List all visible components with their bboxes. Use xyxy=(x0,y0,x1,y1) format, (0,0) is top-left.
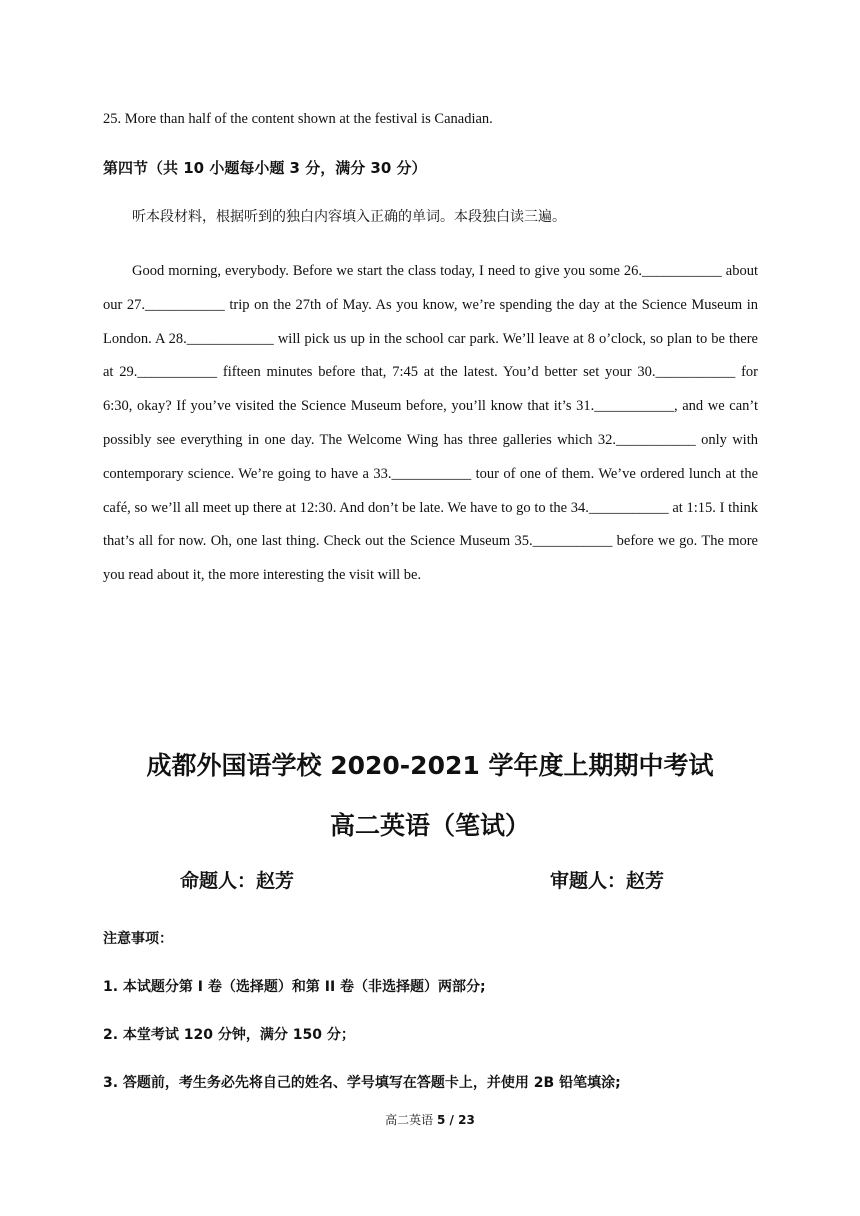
note-item: 1. 本试题分第 I 卷（选择题）和第 II 卷（非选择题）两部分; xyxy=(103,979,486,995)
exam-subtitle: 高二英语（笔试） xyxy=(329,811,530,840)
notes-heading: 注意事项： xyxy=(103,931,173,947)
listening-passage: Good morning, everybody. Before we start the class today, I need to give you some 26.___________ about our 27.___________ trip on the 27th of May. As you know, we’re spending the day at the Science Museum in London. A 28.____________ will pick us up in the school car park. We’ll leave at 8 o’clock, so plan to be there at 29.___________ fifteen minutes before that, 7:45 at the latest. You’d better set your 30.___________ for 6:30, okay? If you’ve visited the Science Museum before, you’ll know that it’s 31.___________, and we can’t possibly see everything in one day. The Welcome Wing has three galleries which 32.___________ only with contemporary science. We’re going to have a 33.___________ tour of one of them. We’ve ordered lunch at the café, so we’ll all meet up there at 12:30. And don’t be late. We have to go to the 34.___________ at 1:15. I think that’s all for now. Oh, one last thing. Check out the Science Museum 35.___________ before we go. The more you read about it, the more interesting the visit will be. xyxy=(103,263,758,584)
page-footer xyxy=(0,1111,860,1128)
question-setter: 命题人：赵芳 xyxy=(180,870,295,892)
question-reviewer: 审题人：赵芳 xyxy=(550,870,665,892)
note-item: 3. 答题前，考生务必先将自己的姓名、学号填写在答题卡上，并使用 2B 铅笔填涂; xyxy=(103,1075,621,1091)
section-instruction: 听本段材料，根据听到的独白内容填入正确的单词。本段独白读三遍。 xyxy=(132,210,566,225)
exam-title: 成都外国语学校 2020-2021 学年度上期期中考试 xyxy=(146,751,714,780)
section-heading: 第四节（共 10 小题每小题 3 分，满分 30 分） xyxy=(103,159,427,177)
note-item: 2. 本堂考试 120 分钟，满分 150 分； xyxy=(103,1027,355,1043)
page-number: 5 / 23 xyxy=(437,1113,475,1127)
footer-label: 高二英语 xyxy=(385,1113,434,1127)
question-25: 25. More than half of the content shown at the festival is Canadian. xyxy=(103,111,493,127)
